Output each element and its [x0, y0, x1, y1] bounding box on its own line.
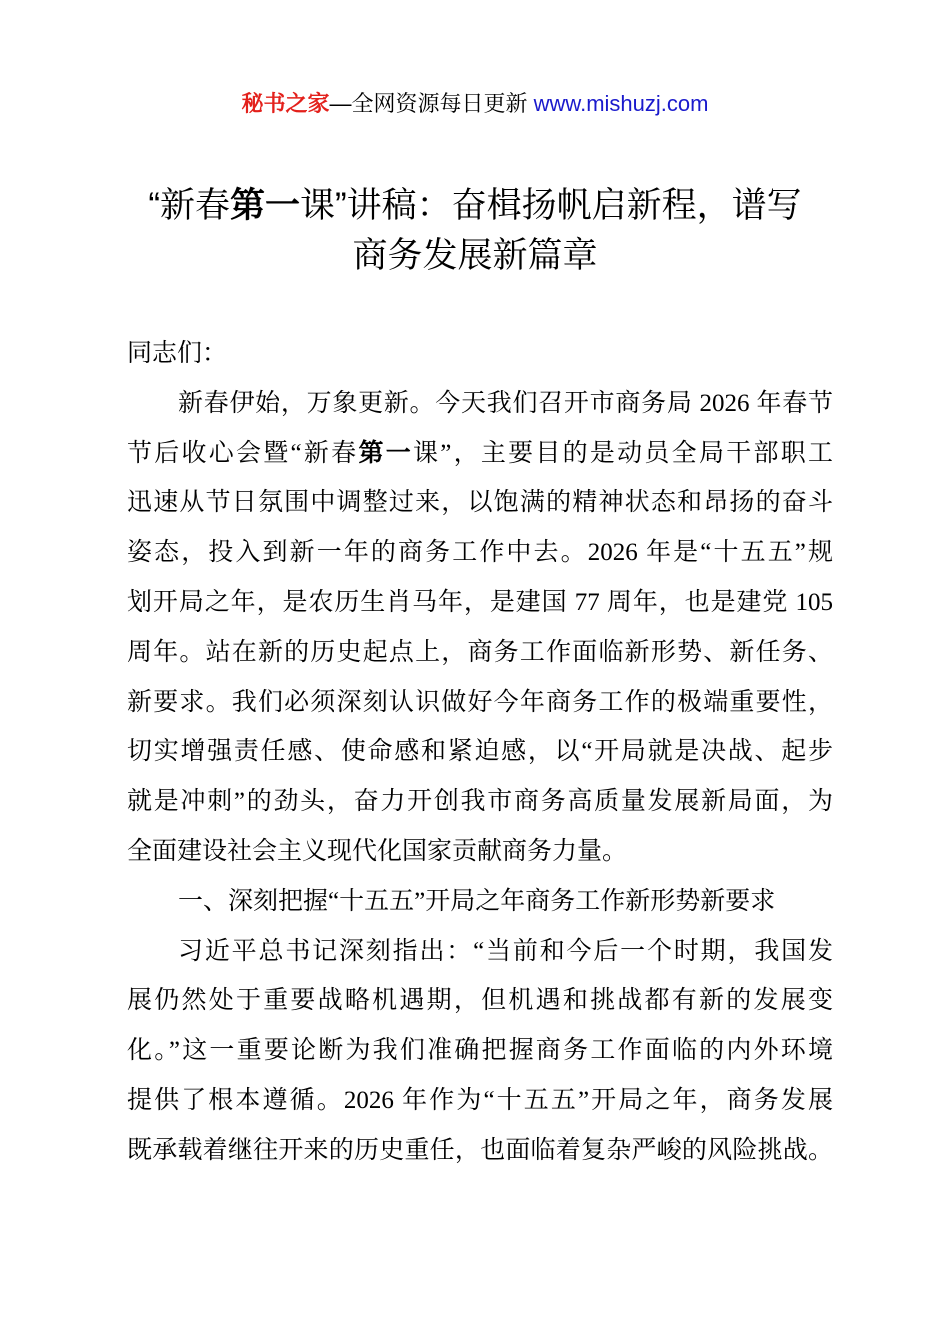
text-segment: 提供了根本遵循。2026 年作为“十五五”开局之年，商务发展 — [127, 1087, 833, 1114]
text-segment: 第一 — [229, 186, 300, 225]
paragraph-line — [127, 984, 833, 1018]
text-segment: 展仍然处于重要战略机遇期，但机遇和挑战都有新的发展变 — [127, 987, 833, 1015]
text-segment: 化。”这一重要论断为我们准确把握商务工作面临的内外环境 — [127, 1037, 833, 1065]
paragraph-line — [127, 486, 833, 520]
text-segment: 周年。站在新的历史起点上，商务工作面临新形势、新任务、 — [127, 638, 833, 666]
text-segment: 节后收心会暨“新春 — [127, 439, 359, 467]
text-segment: 迅速从节日氛围中调整过来，以饱满的精神状态和昂扬的奋斗 — [127, 489, 833, 517]
banner-slogan: —全网资源每日更新 — [329, 91, 534, 116]
text-segment: 既承载着继往开来的历史重任，也面临着复杂严峻的风险挑战。 — [127, 1136, 833, 1164]
paragraph-line — [178, 935, 833, 969]
text-segment: 第一 — [358, 439, 413, 467]
paragraph-line — [127, 686, 833, 720]
text-segment: 课”讲稿：奋楫扬帆启新程，谱写 — [300, 186, 802, 225]
paragraph-line — [178, 885, 775, 919]
paragraph-line — [178, 387, 833, 421]
paragraph-line — [127, 586, 833, 620]
paragraph-line — [127, 835, 627, 869]
paragraph-line — [127, 536, 833, 570]
text-segment: 新春伊始，万象更新。今天我们召开市商务局 2026 年春节 — [178, 389, 833, 417]
paragraph-line — [127, 1134, 833, 1168]
text-segment: 姿态，投入到新一年的商务工作中去。2026 年是“十五五”规 — [127, 539, 833, 567]
paragraph-line — [127, 337, 227, 371]
text-segment: 课”，主要目的是动员全局干部职工 — [412, 439, 833, 467]
document-title-line-2: 商务发展新篇章 — [352, 236, 598, 275]
text-segment: 就是冲刺”的劲头，奋力开创我市商务高质量发展新局面，为 — [127, 788, 833, 816]
text-segment: 切实增强责任感、使命感和紧迫感，以“开局就是决战、起步 — [127, 738, 833, 766]
paragraph-line — [127, 636, 833, 670]
paragraph-line — [127, 1034, 833, 1068]
text-segment: 全面建设社会主义现代化国家贡献商务力量。 — [127, 838, 628, 865]
site-url-link[interactable]: www.mishuzj.com — [533, 91, 709, 116]
text-segment: 一、深刻把握“十五五”开局之年商务工作新形势新要求 — [178, 887, 776, 915]
text-segment: 同志们： — [127, 340, 228, 367]
text-segment: 新要求。我们必须深刻认识做好今年商务工作的极端重要性， — [127, 688, 833, 716]
paragraph-line — [127, 1084, 833, 1118]
brand-name: 秘书之家 — [241, 91, 330, 116]
paragraph-line — [127, 735, 833, 769]
paragraph-line — [127, 437, 833, 471]
text-segment: “新春 — [148, 186, 230, 225]
text-segment: 划开局之年，是农历生肖马年，是建国 77 周年，也是建党 105 — [127, 589, 833, 616]
text-segment: 习近平总书记深刻指出：“当前和今后一个时期，我国发 — [178, 937, 833, 965]
site-banner — [0, 88, 950, 120]
document-title-line-1 — [0, 182, 950, 230]
paragraph-line — [127, 785, 833, 819]
